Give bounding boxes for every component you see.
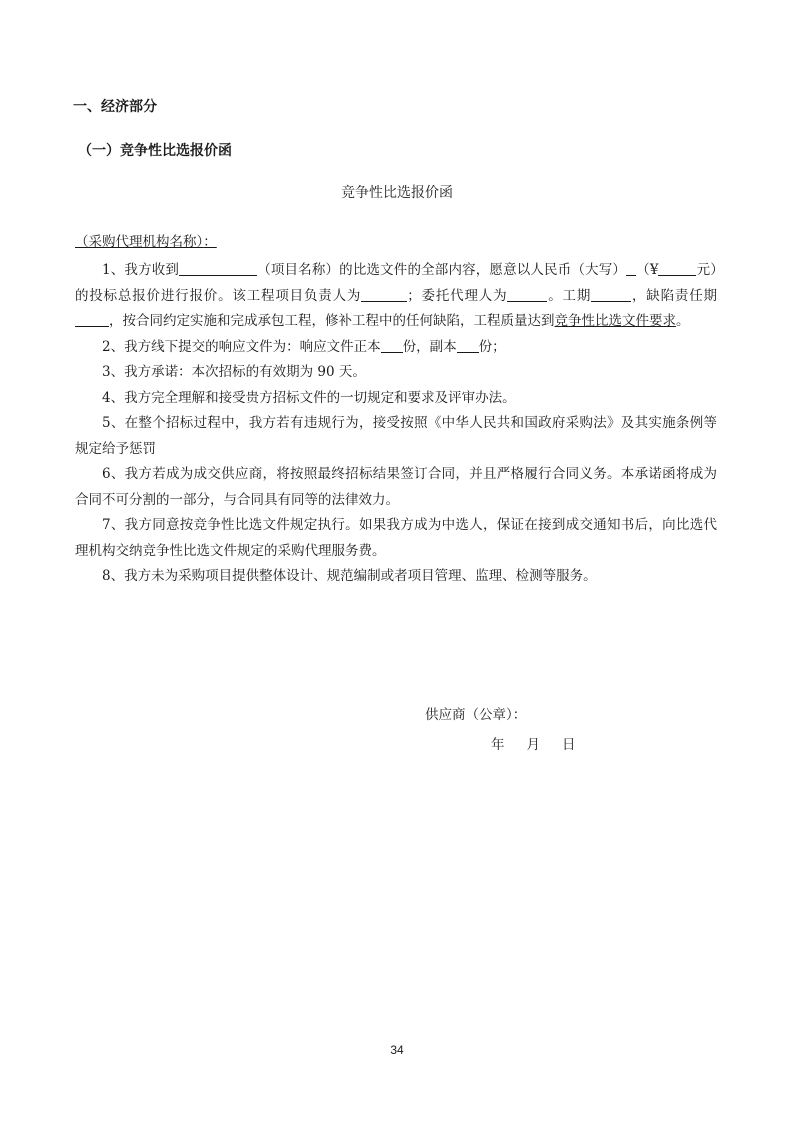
clause-3: 3、我方承诺：本次招标的有效期为 90 天。 bbox=[102, 364, 366, 380]
subsection-heading: （一）竞争性比选报价函 bbox=[78, 143, 232, 159]
supplier-seal-label: 供应商（公章）： bbox=[425, 707, 527, 723]
addressee-line bbox=[75, 232, 217, 252]
addressee-colon: ： bbox=[203, 234, 217, 250]
clause-1-text-a: 1、我方收到 bbox=[102, 262, 180, 278]
clause-2-text-b: 份，副本 bbox=[402, 338, 457, 355]
clause-5: 5、在整个招标过程中，我方若有违规行为，接受按照《中华人民共和国政府采购法》及其实施条例等规定给予惩罚 bbox=[75, 415, 717, 457]
clause-1-text-b: （项目名称）的比选文件的全部内容，愿意以人民币（大写） bbox=[257, 262, 627, 278]
project-name-blank[interactable] bbox=[179, 261, 257, 276]
date-year: 年 bbox=[491, 737, 505, 753]
addressee-name: （采购代理机构名称） bbox=[75, 234, 204, 250]
clause-6: 6、我方若成为成交供应商，将按照最终招标结果签订合同，并且严格履行合同义务。本承诺函将成为合同不可分割的一部分，与合同具有同等的法律效力。 bbox=[75, 466, 717, 508]
clause-2-text-c: 份； bbox=[478, 338, 506, 355]
date-day: 日 bbox=[562, 737, 576, 753]
original-copies-blank[interactable] bbox=[381, 338, 403, 353]
clause-1-end: 。 bbox=[676, 313, 690, 329]
date-month: 月 bbox=[526, 737, 540, 753]
clause-2 bbox=[75, 335, 717, 361]
construction-period-blank[interactable] bbox=[591, 287, 631, 302]
clause-1-text-f: 。工期 bbox=[547, 287, 592, 304]
clause-1-text-c: （¥ bbox=[636, 262, 659, 278]
amount-figures-blank[interactable] bbox=[658, 261, 696, 276]
agent-blank[interactable] bbox=[507, 287, 547, 302]
clause-1-text-g: ，缺陷责任期 bbox=[631, 287, 718, 304]
letter-title: 竞争性比选报价函 bbox=[341, 185, 453, 201]
clause-2-text-a: 2、我方线下提交的响应文件为：响应文件正本 bbox=[102, 338, 381, 355]
clause-4: 4、我方完全理解和接受贵方招标文件的一切规定和要求及评审办法。 bbox=[102, 389, 516, 406]
amount-words-blank[interactable] bbox=[626, 261, 636, 276]
clause-1-text-e: ；委托代理人为 bbox=[407, 287, 508, 304]
quality-standard: 竞争性比选文件要求 bbox=[554, 313, 676, 329]
page-number: 34 bbox=[390, 1043, 404, 1057]
clause-1-text-h: ，按合同约定实施和完成承包工程，修补工程中的任何缺陷，工程质量达到 bbox=[109, 313, 555, 329]
letter-body bbox=[75, 258, 717, 590]
clause-8: 8、我方未为采购项目提供整体设计、规范编制或者项目管理、监理、检测等服务。 bbox=[102, 568, 597, 584]
duplicate-copies-blank[interactable] bbox=[457, 338, 479, 353]
section-heading: 一、经济部分 bbox=[73, 99, 157, 115]
signature-date bbox=[491, 735, 576, 755]
clause-7: 7、我方同意按竞争性比选文件规定执行。如果我方成为中选人，保证在接到成交通知书后，向比选代理机构交纳竞争性比选文件规定的采购代理服务费。 bbox=[75, 517, 717, 559]
clause-1 bbox=[75, 258, 717, 335]
clause-1-text-d: 元）的投标总报价进行报价。该工程项目负责人为 bbox=[75, 262, 718, 304]
project-manager-blank[interactable] bbox=[361, 287, 407, 302]
defects-period-blank[interactable] bbox=[75, 312, 109, 327]
